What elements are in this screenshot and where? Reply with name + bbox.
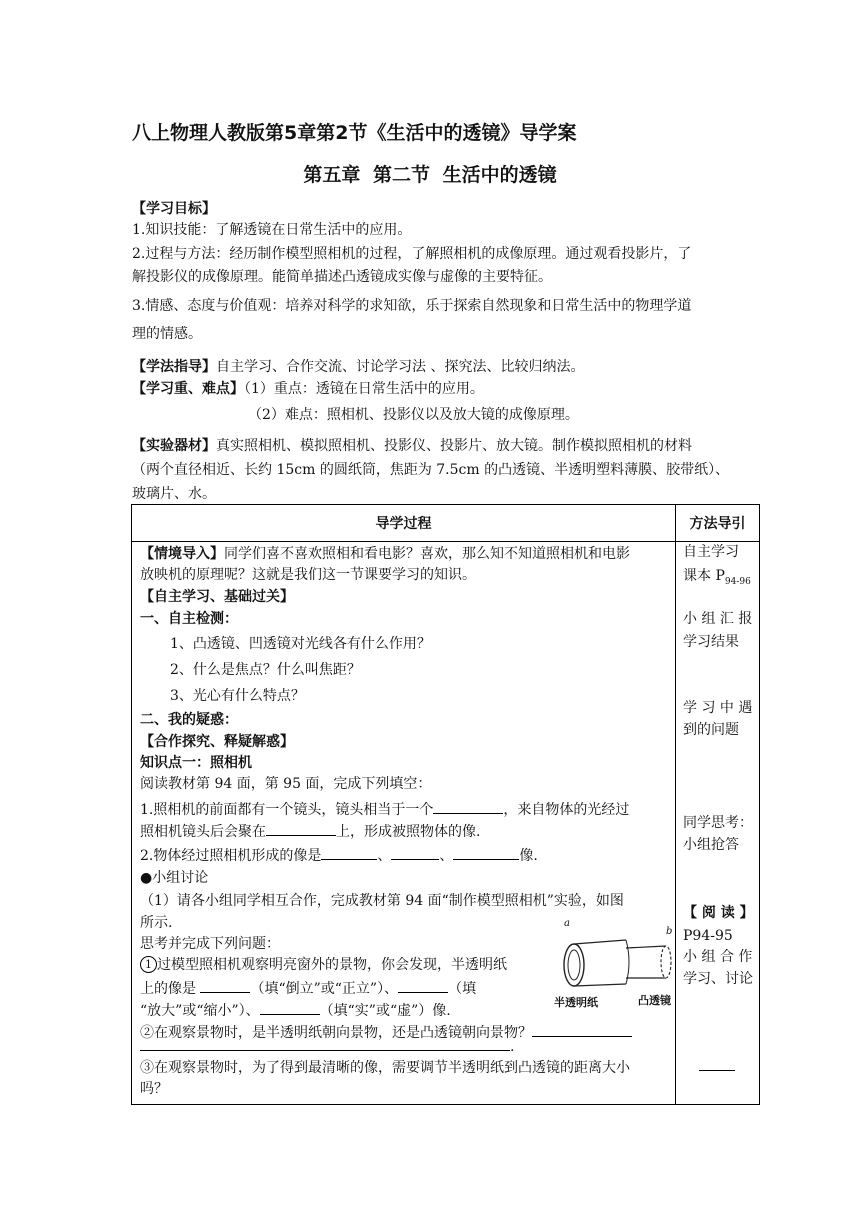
- objective-item: 解投影仪的成像原理。能简单描述凸透镜成实像与虚像的主要特征。: [132, 269, 552, 285]
- camera-question-2-cont: [140, 1036, 514, 1057]
- question-text: ②在观察景物时，是半透明纸朝向景物，还是凸透镜朝向景物？: [140, 1025, 532, 1041]
- camera-question-1: [140, 955, 507, 975]
- method-note-subscript: 94-96: [724, 576, 751, 587]
- intro-label: 【情境导入】: [140, 546, 224, 562]
- answer-blank[interactable]: [266, 821, 336, 836]
- fill-text: 1.照相机的前面都有一个镜头，镜头相当于一个: [140, 802, 434, 818]
- objective-item: 2.过程与方法：经历制作模型照相机的过程，了解照相机的成像原理。通过观看投影片，了: [132, 246, 692, 262]
- question-item: 3、光心有什么特点？: [170, 688, 305, 704]
- intro-text: 放映机的原理呢？这就是我们这一节课要学习的知识。: [140, 567, 476, 583]
- method-note: 到的问题: [683, 722, 739, 738]
- method-note: 小 组 合 作: [683, 949, 753, 965]
- key-point-text: （1）重点：透镜在日常生活中的应用。: [244, 381, 484, 397]
- reading-instruction: 阅读教材第 94 面，第 95 面，完成下列填空：: [140, 776, 432, 792]
- figure-label-paper: 半透明纸: [554, 996, 598, 1009]
- circled-number: 1: [140, 956, 157, 973]
- question-text: 过模型照相机观察明亮窗外的景物，你会发现，半透明纸: [157, 957, 507, 973]
- fill-text: 2.物体经过照相机形成的像是: [140, 848, 322, 864]
- method-note: 【 阅 读 】: [683, 905, 754, 921]
- cooperation-heading: 【合作探究、释疑解惑】: [140, 734, 294, 750]
- answer-blank[interactable]: [391, 845, 439, 860]
- objective-item: 1.知识技能：了解透镜在日常生活中的应用。: [132, 222, 412, 238]
- group-discussion-heading: ●小组讨论: [140, 870, 209, 886]
- equipment-line: 玻璃片、水。: [132, 486, 216, 502]
- doubts-heading: 二、我的疑惑：: [140, 712, 238, 728]
- answer-blank[interactable]: [398, 978, 448, 993]
- objective-item: 理的情感。: [132, 326, 202, 342]
- think-instruction: 思考并完成下列问题：: [140, 936, 280, 952]
- fill-question-1-cont: [140, 821, 480, 842]
- question-item: 2、什么是焦点？什么叫焦距？: [170, 662, 361, 678]
- method-note: 自主学习: [683, 544, 739, 560]
- group-task-text: （1）请各小组同学相互合作，完成教材第 94 面“制作模型照相机”实验，如图: [140, 893, 624, 909]
- column-header-process: 导学过程: [132, 505, 676, 542]
- knowledge-point-heading: 知识点一：照相机: [140, 755, 252, 771]
- method-note: 学习结果: [683, 634, 739, 650]
- chapter-title: 第五章 第二节 生活中的透镜: [303, 164, 557, 186]
- answer-blank[interactable]: [140, 1036, 510, 1051]
- key-points: [132, 379, 484, 399]
- method-note: 学 习 中 遇: [683, 700, 753, 716]
- fill-text: 照相机镜头后会聚在: [140, 824, 266, 840]
- question-text: “放大”或“缩小”）、: [140, 1003, 260, 1019]
- method-note: P94-95: [683, 928, 733, 944]
- answer-blank[interactable]: [321, 845, 377, 860]
- question-text: （填: [448, 981, 477, 997]
- question-text: （填“倒立”或“正立”）、: [250, 981, 399, 997]
- intro-text: 同学们喜不喜欢照相和看电影？喜欢，那么知不知道照相机和电影: [224, 546, 630, 562]
- question-text: （填“实”或“虚”）像.: [319, 1003, 451, 1019]
- method-guidance: [132, 357, 584, 377]
- fill-text: 像.: [519, 848, 538, 864]
- method-note: 小 组 汇 报: [683, 611, 753, 627]
- answer-blank[interactable]: [453, 845, 519, 860]
- group-task-text: 所示.: [140, 915, 173, 931]
- camera-question-3-cont: 吗？: [140, 1081, 168, 1097]
- method-note: 小组抢答: [683, 837, 739, 853]
- equipment-line: （两个直径相近、长约 15cm 的圆纸筒，焦距为 7.5cm 的凸透镜、半透明塑料薄膜、胶带纸）、: [132, 462, 730, 478]
- equipment-line: 真实照相机、模拟照相机、投影仪、投影片、放大镜。制作模拟照相机的材料: [216, 438, 692, 454]
- fill-text: 、: [439, 848, 454, 864]
- answer-blank[interactable]: [433, 799, 503, 814]
- figure-label-lens: 凸透镜: [638, 994, 671, 1007]
- self-study-heading: 【自主学习、基础过关】: [140, 589, 294, 605]
- document-title: 八上物理人教版第5章第2节《生活中的透镜》导学案: [132, 122, 577, 144]
- camera-model-figure: [554, 918, 678, 1010]
- question-text: .: [510, 1039, 515, 1055]
- objective-item: 3.情感、态度与价值观：培养对科学的求知欲，乐于探索自然现象和日常生活中的物理学道: [132, 298, 692, 314]
- question-text: 上的像是: [140, 981, 196, 997]
- camera-question-1-cont: [140, 978, 476, 999]
- method-note: [683, 566, 751, 592]
- difficult-point-text: （2）难点：照相机、投影仪以及放大镜的成像原理。: [248, 407, 579, 423]
- method-text: 自主学习、合作交流、讨论学习法 、探究法、比较归纳法。: [216, 359, 585, 375]
- fill-text: ，来自物体的光经过: [503, 802, 630, 818]
- self-check-heading: 一、自主检测：: [140, 611, 238, 627]
- fill-text: 上，形成被照物体的像.: [336, 824, 481, 840]
- equipment-label: 【实验器材】: [132, 438, 216, 454]
- answer-blank[interactable]: [200, 978, 250, 993]
- fill-question-1: [140, 799, 629, 820]
- question-item: 1、凸透镜、凹透镜对光线各有什么作用？: [170, 636, 431, 652]
- column-header-method: 方法导引: [676, 505, 760, 542]
- key-points-label: 【学习重、难点】: [132, 381, 244, 397]
- camera-question-3: ③在观察景物时，为了得到最清晰的像，需要调节半透明纸到凸透镜的距离大小: [140, 1060, 630, 1076]
- method-note: 学习、讨论: [683, 971, 753, 987]
- answer-blank[interactable]: [532, 1022, 632, 1037]
- fill-question-2: [140, 845, 538, 866]
- answer-blank[interactable]: [699, 1070, 735, 1071]
- objectives-header: 【学习目标】: [132, 201, 216, 217]
- method-note-text: 课本 P: [683, 568, 725, 584]
- equipment: [132, 436, 692, 456]
- intro-paragraph: [140, 544, 630, 564]
- figure-label-a: a: [564, 918, 570, 929]
- answer-blank[interactable]: [260, 1000, 320, 1015]
- fill-text: 、: [377, 848, 392, 864]
- method-label: 【学法指导】: [132, 359, 216, 375]
- figure-label-b: b: [666, 926, 673, 937]
- method-note: 同学思考：: [683, 815, 753, 831]
- camera-question-1-cont: [140, 1000, 451, 1021]
